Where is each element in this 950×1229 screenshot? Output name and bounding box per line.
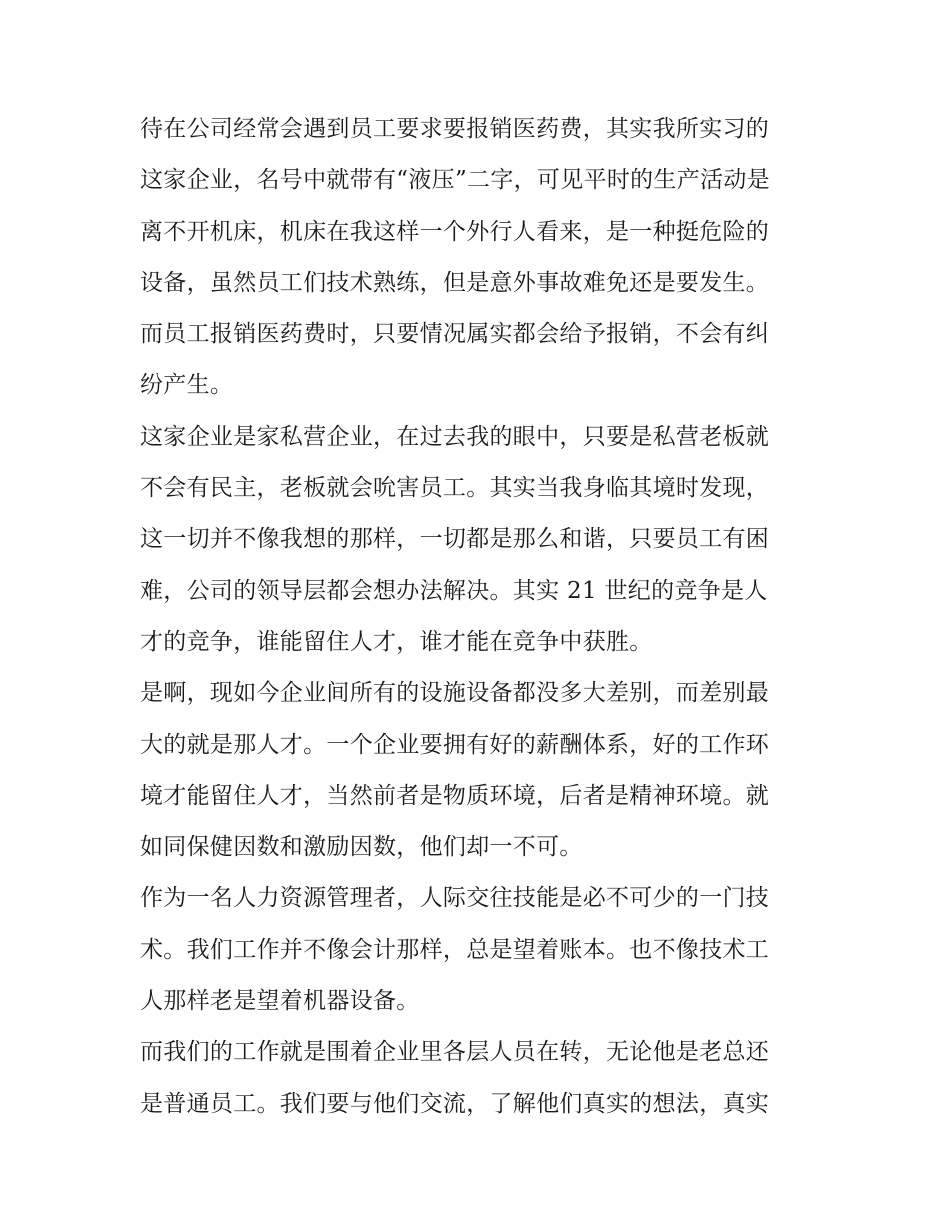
text-line: 人那样老是望着机器设备。 bbox=[140, 988, 420, 1015]
text-line: 待在公司经常会遇到员工要求要报销医药费，其实我所实习的 bbox=[140, 116, 770, 142]
document-body bbox=[140, 104, 820, 1130]
text-line: 是啊，现如今企业间所有的设施设备都没多大差别，而差别最 bbox=[140, 680, 770, 707]
paragraph-5 bbox=[140, 1027, 820, 1130]
text-line: 大的就是那人才。一个企业要拥有好的薪酬体系，好的工作环 bbox=[140, 731, 770, 758]
text-line: 而我们的工作就是围着企业里各层人员在转，无论他是老总还 bbox=[140, 1039, 770, 1066]
paragraph-2 bbox=[140, 412, 820, 668]
text-line: 境才能留住人才，当然前者是物质环境，后者是精神环境。就 bbox=[140, 782, 770, 809]
text-line: 而员工报销医药费时，只要情况属实都会给予报销，不会有纠 bbox=[140, 321, 770, 348]
text-line: 难，公司的领导层都会想办法解决。其实 21 世纪的竞争是人 bbox=[140, 577, 768, 604]
text-line: 离不开机床，机床在我这样一个外行人看来，是一种挺危险的 bbox=[140, 218, 770, 245]
text-line: 术。我们工作并不像会计那样，总是望着账本。也不像技术工 bbox=[140, 936, 770, 963]
text-line: 这一切并不像我想的那样，一切都是那么和谐，只要员工有困 bbox=[140, 526, 770, 553]
text-line: 如同保健因数和激励因数，他们却一不可。 bbox=[140, 834, 583, 861]
text-line: 是普通员工。我们要与他们交流，了解他们真实的想法，真实 bbox=[140, 1090, 770, 1117]
text-line: 设备，虽然员工们技术熟练，但是意外事故难免还是要发生。 bbox=[140, 269, 770, 296]
paragraph-1 bbox=[140, 104, 820, 412]
text-line: 纷产生。 bbox=[140, 372, 234, 399]
text-line: 作为一名人力资源管理者，人际交往技能是必不可少的一门技 bbox=[140, 885, 770, 912]
text-line: 不会有民主，老板就会吮害员工。其实当我身临其境时发现， bbox=[140, 475, 770, 502]
paragraph-4 bbox=[140, 873, 820, 1027]
text-line: 这家企业，名号中就带有“液压”二字，可见平时的生产活动是 bbox=[140, 167, 770, 194]
paragraph-3 bbox=[140, 668, 820, 873]
text-line: 这家企业是家私营企业，在过去我的眼中，只要是私营老板就 bbox=[140, 423, 770, 450]
text-line: 才的竞争，谁能留住人才，谁才能在竞争中获胜。 bbox=[140, 628, 653, 655]
